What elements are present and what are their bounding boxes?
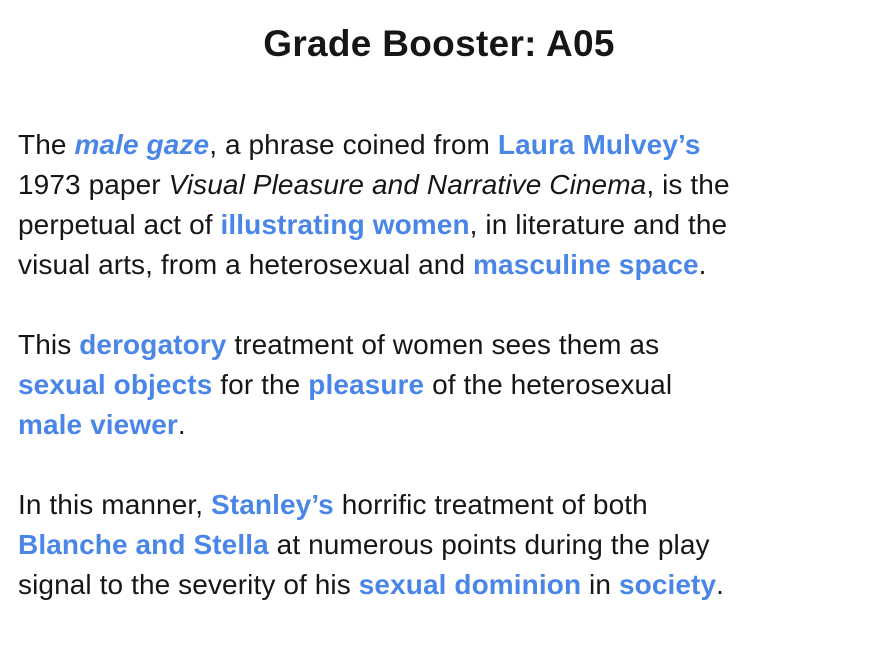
text-segment: 1973 paper [18, 169, 169, 200]
text-segment: . [716, 569, 725, 600]
text-line [18, 125, 864, 165]
text-line [18, 525, 864, 565]
text-segment: In this manner, [18, 489, 212, 520]
highlight-term: pleasure [308, 369, 425, 400]
text-segment: visual arts, from a heterosexual and [18, 249, 474, 280]
paragraph [18, 125, 864, 285]
highlight-term: Laura Mulvey’s [497, 129, 701, 160]
highlight-term: male gaze [74, 129, 210, 160]
text-line [18, 165, 864, 205]
paragraph [18, 325, 864, 445]
text-segment: This [18, 329, 80, 360]
text-segment: perpetual act of [18, 209, 221, 240]
text-segment: in [581, 569, 619, 600]
body-text [0, 125, 878, 605]
highlight-term: derogatory [79, 329, 227, 360]
highlight-term: Visual Pleasure and Narrative Cinema [168, 169, 647, 200]
highlight-term: illustrating women [220, 209, 470, 240]
highlight-term: sexual dominion [358, 569, 582, 600]
text-segment: The [18, 129, 75, 160]
text-segment: at numerous points during the play [268, 529, 710, 560]
page-title: Grade Booster: A05 [263, 23, 615, 64]
text-segment: treatment of women sees them as [226, 329, 660, 360]
highlight-term: masculine space [473, 249, 699, 280]
highlight-term: sexual objects [18, 369, 213, 400]
highlight-term: Stanley’s [211, 489, 334, 520]
text-segment: , in literature and the [469, 209, 728, 240]
highlight-term: society [618, 569, 717, 600]
text-line [18, 485, 864, 525]
text-line [18, 365, 864, 405]
text-segment: . [698, 249, 707, 280]
text-line [18, 245, 864, 285]
text-line [18, 205, 864, 245]
text-segment: signal to the severity of his [18, 569, 359, 600]
text-segment: horrific treatment of both [333, 489, 648, 520]
text-line [18, 405, 864, 445]
text-segment: of the heterosexual [424, 369, 673, 400]
text-line [18, 325, 864, 365]
text-segment: , a phrase coined from [209, 129, 498, 160]
text-segment: , is the [646, 169, 730, 200]
text-segment: . [177, 409, 186, 440]
text-line [18, 565, 864, 605]
paragraph [18, 485, 864, 605]
highlight-term: male viewer [18, 409, 178, 440]
highlight-term: Blanche and Stella [18, 529, 269, 560]
text-segment: for the [212, 369, 309, 400]
